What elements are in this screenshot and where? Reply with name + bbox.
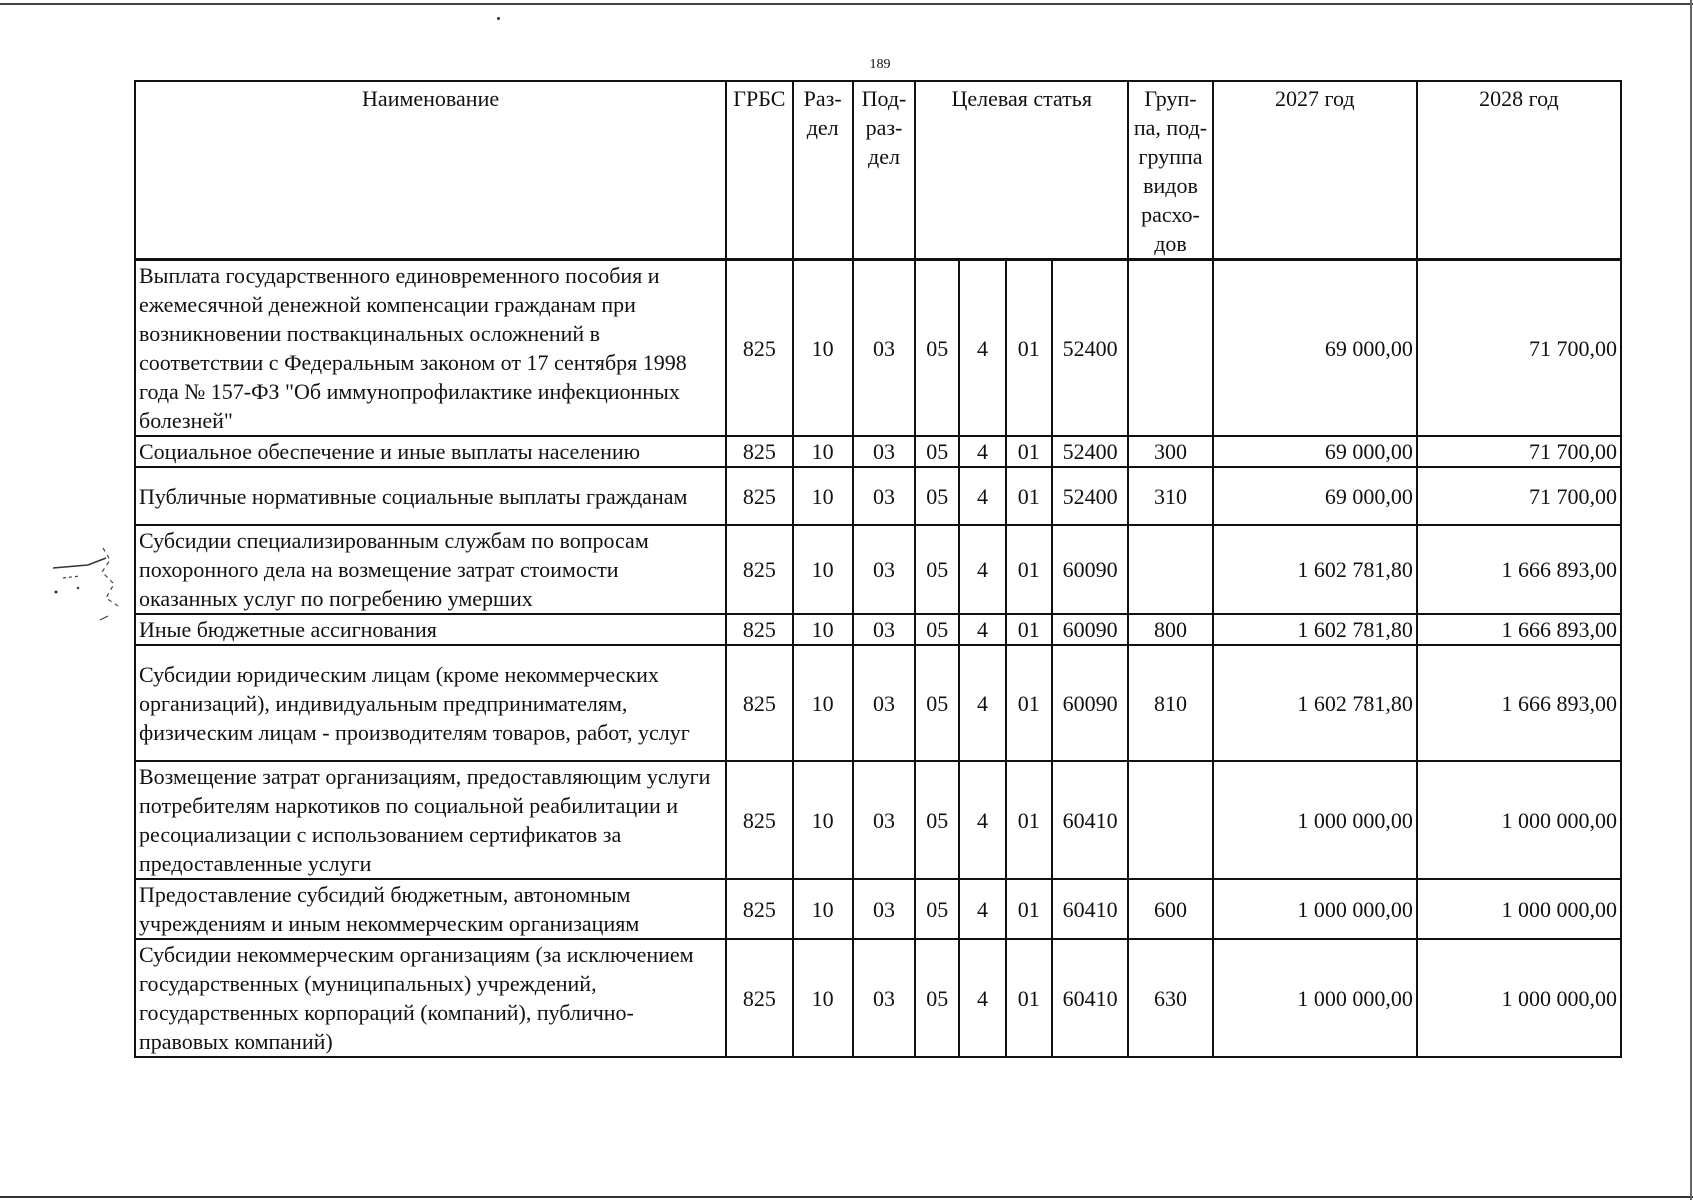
row-amount-2027: 1 000 000,00 [1213, 879, 1417, 939]
row-target-subprogram: 01 [1006, 467, 1052, 525]
row-podrazdel: 03 [853, 939, 915, 1057]
table-row [135, 645, 1621, 761]
row-amount-2028: 1 000 000,00 [1417, 879, 1621, 939]
row-expense-group [1128, 260, 1212, 437]
row-razdel: 10 [793, 525, 853, 614]
row-target-type: 4 [959, 525, 1005, 614]
table-row [135, 761, 1621, 879]
scan-edge-right [1690, 0, 1692, 1200]
table-row [135, 614, 1621, 645]
row-name: Возмещение затрат организациям, предоставляющим услуги потребителям наркотиков по социальной реабилитации и ресоциализации с использованием сертификатов за предоставленные услуги [135, 761, 726, 879]
row-amount-2027: 1 000 000,00 [1213, 939, 1417, 1057]
row-grbs: 825 [726, 436, 792, 467]
row-name: Выплата государственного единовременного пособия и ежемесячной денежной компенсации гражданам при возникновении поствакцинальных осложнений в соответствии с Федеральным законом от 17 сентября 1998 года № 157-ФЗ "Об иммунопрофилактике инфекционных болезней" [135, 260, 726, 437]
row-target-program: 05 [915, 436, 959, 467]
row-target-program: 05 [915, 645, 959, 761]
row-target-type: 4 [959, 260, 1005, 437]
row-target-subprogram: 01 [1006, 879, 1052, 939]
row-podrazdel: 03 [853, 614, 915, 645]
table-row [135, 525, 1621, 614]
row-expense-group: 300 [1128, 436, 1212, 467]
scan-speck [497, 17, 500, 20]
row-razdel: 10 [793, 614, 853, 645]
row-razdel: 10 [793, 260, 853, 437]
row-target-program: 05 [915, 879, 959, 939]
row-amount-2028: 71 700,00 [1417, 467, 1621, 525]
row-amount-2027: 1 602 781,80 [1213, 525, 1417, 614]
row-amount-2028: 1 666 893,00 [1417, 614, 1621, 645]
page-number: 189 [869, 57, 891, 72]
header-podrazdel: Под-раз-дел [853, 81, 915, 260]
row-razdel: 10 [793, 879, 853, 939]
row-name: Субсидии юридическим лицам (кроме некоммерческих организаций), индивидуальным предпринимателям, физическим лицам - производителям товаров, работ, услуг [135, 645, 726, 761]
row-target-direction: 60410 [1052, 879, 1128, 939]
row-target-program: 05 [915, 467, 959, 525]
row-podrazdel: 03 [853, 645, 915, 761]
row-expense-group [1128, 525, 1212, 614]
row-amount-2028: 71 700,00 [1417, 260, 1621, 437]
row-target-program: 05 [915, 939, 959, 1057]
row-amount-2027: 69 000,00 [1213, 436, 1417, 467]
margin-scribble-mark [48, 540, 128, 640]
row-target-subprogram: 01 [1006, 525, 1052, 614]
row-podrazdel: 03 [853, 436, 915, 467]
row-amount-2028: 1 000 000,00 [1417, 761, 1621, 879]
row-grbs: 825 [726, 467, 792, 525]
row-target-subprogram: 01 [1006, 614, 1052, 645]
row-podrazdel: 03 [853, 260, 915, 437]
table-row [135, 260, 1621, 437]
row-amount-2027: 69 000,00 [1213, 260, 1417, 437]
row-amount-2028: 1 000 000,00 [1417, 939, 1621, 1057]
header-year-2028: 2028 год [1417, 81, 1621, 260]
row-amount-2028: 1 666 893,00 [1417, 645, 1621, 761]
row-expense-group: 810 [1128, 645, 1212, 761]
row-razdel: 10 [793, 436, 853, 467]
row-target-type: 4 [959, 645, 1005, 761]
row-name: Социальное обеспечение и иные выплаты населению [135, 436, 726, 467]
row-target-program: 05 [915, 614, 959, 645]
row-amount-2027: 1 602 781,80 [1213, 645, 1417, 761]
budget-table [134, 80, 1622, 1058]
row-razdel: 10 [793, 645, 853, 761]
row-target-type: 4 [959, 761, 1005, 879]
header-grbs: ГРБС [726, 81, 792, 260]
row-target-direction: 60090 [1052, 525, 1128, 614]
row-grbs: 825 [726, 761, 792, 879]
row-grbs: 825 [726, 939, 792, 1057]
row-target-subprogram: 01 [1006, 645, 1052, 761]
row-grbs: 825 [726, 614, 792, 645]
header-year-2027: 2027 год [1213, 81, 1417, 260]
scan-edge-bottom [0, 1196, 1693, 1198]
row-amount-2027: 1 000 000,00 [1213, 761, 1417, 879]
row-target-type: 4 [959, 879, 1005, 939]
row-expense-group [1128, 761, 1212, 879]
row-target-program: 05 [915, 525, 959, 614]
header-name: Наименование [135, 81, 726, 260]
row-razdel: 10 [793, 467, 853, 525]
row-target-direction: 60090 [1052, 645, 1128, 761]
row-target-program: 05 [915, 260, 959, 437]
row-amount-2027: 1 602 781,80 [1213, 614, 1417, 645]
header-razdel: Раз-дел [793, 81, 853, 260]
row-target-direction: 60410 [1052, 939, 1128, 1057]
row-grbs: 825 [726, 525, 792, 614]
row-target-program: 05 [915, 761, 959, 879]
table-row [135, 879, 1621, 939]
row-target-direction: 60090 [1052, 614, 1128, 645]
row-expense-group: 600 [1128, 879, 1212, 939]
row-razdel: 10 [793, 939, 853, 1057]
table-row [135, 467, 1621, 525]
row-razdel: 10 [793, 761, 853, 879]
row-target-direction: 60410 [1052, 761, 1128, 879]
row-target-type: 4 [959, 939, 1005, 1057]
row-target-subprogram: 01 [1006, 761, 1052, 879]
row-target-direction: 52400 [1052, 436, 1128, 467]
table-header [135, 81, 1621, 260]
row-expense-group: 630 [1128, 939, 1212, 1057]
row-amount-2028: 71 700,00 [1417, 436, 1621, 467]
table-row [135, 939, 1621, 1057]
row-target-type: 4 [959, 614, 1005, 645]
row-expense-group: 800 [1128, 614, 1212, 645]
row-target-direction: 52400 [1052, 260, 1128, 437]
row-expense-group: 310 [1128, 467, 1212, 525]
row-podrazdel: 03 [853, 467, 915, 525]
row-podrazdel: 03 [853, 761, 915, 879]
row-grbs: 825 [726, 879, 792, 939]
row-amount-2027: 69 000,00 [1213, 467, 1417, 525]
row-name: Субсидии некоммерческим организациям (за исключением государственных (муниципальных) учреждений, государственных корпораций (компаний), публично-правовых компаний) [135, 939, 726, 1057]
row-name: Публичные нормативные социальные выплаты гражданам [135, 467, 726, 525]
row-podrazdel: 03 [853, 879, 915, 939]
header-expense-group: Груп-па, под-группа видов расхо-дов [1128, 81, 1212, 260]
row-target-direction: 52400 [1052, 467, 1128, 525]
table-row [135, 436, 1621, 467]
row-name: Предоставление субсидий бюджетным, автономным учреждениям и иным некоммерческим организациям [135, 879, 726, 939]
row-podrazdel: 03 [853, 525, 915, 614]
row-target-subprogram: 01 [1006, 436, 1052, 467]
row-grbs: 825 [726, 260, 792, 437]
header-target-article: Целевая статья [915, 81, 1128, 260]
row-target-type: 4 [959, 467, 1005, 525]
row-target-subprogram: 01 [1006, 260, 1052, 437]
row-name: Субсидии специализированным службам по вопросам похоронного дела на возмещение затрат стоимости оказанных услуг по погребению умерших [135, 525, 726, 614]
row-grbs: 825 [726, 645, 792, 761]
row-target-subprogram: 01 [1006, 939, 1052, 1057]
row-amount-2028: 1 666 893,00 [1417, 525, 1621, 614]
row-target-type: 4 [959, 436, 1005, 467]
scan-edge-top [0, 3, 1693, 5]
row-name: Иные бюджетные ассигнования [135, 614, 726, 645]
